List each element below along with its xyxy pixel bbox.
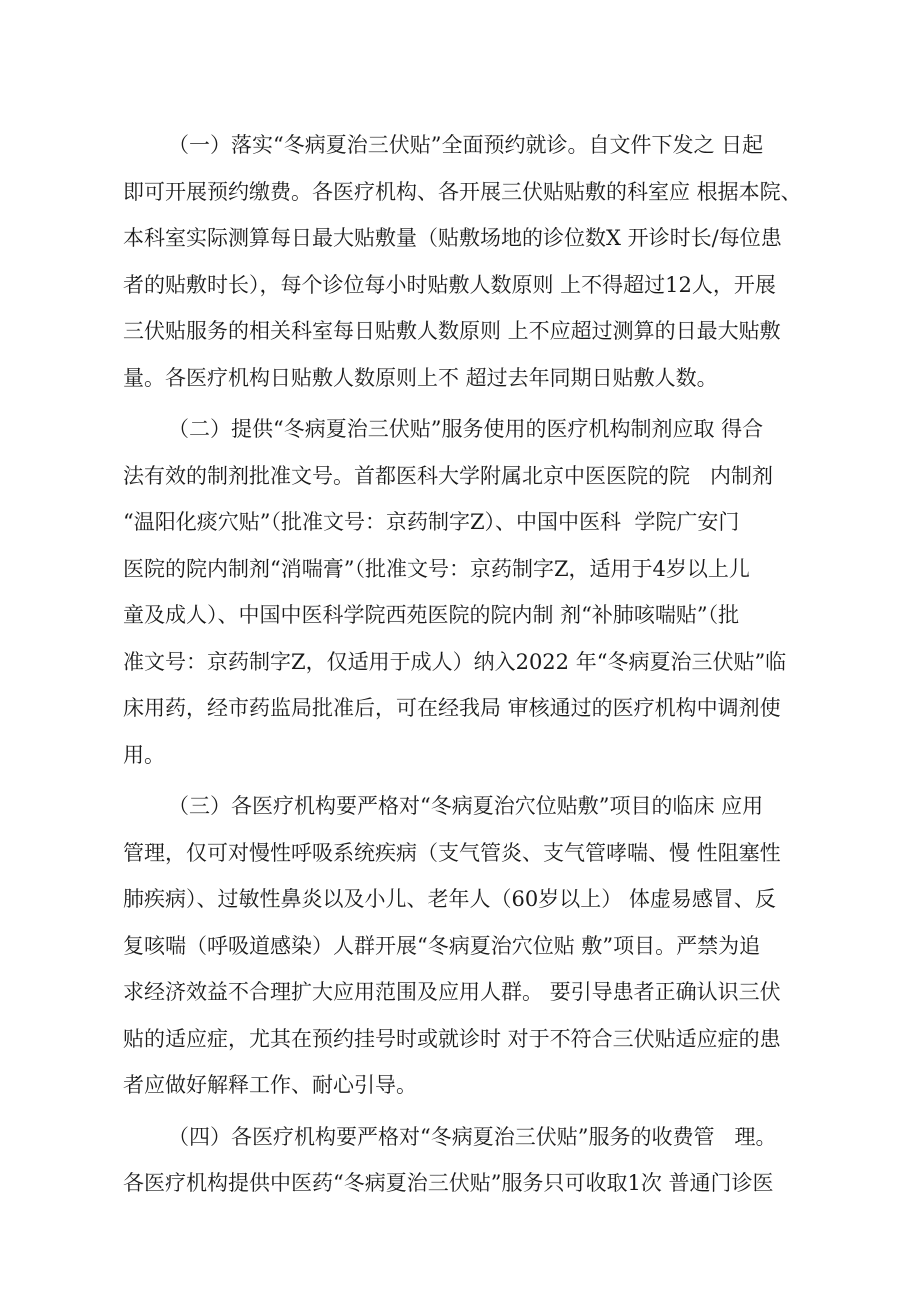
paragraph-3 (123, 783, 813, 1109)
text-line: （一）落实“冬病夏治三伏贴”全面预约就诊。自文件下发之 日起 (168, 133, 764, 157)
paragraph-1 (123, 122, 813, 401)
text-line: 各医疗机构提供中医药“冬病夏治三伏贴”服务只可收取1次 普通门诊医 (123, 1171, 774, 1195)
text-line: 复咳喘（呼吸道感染）人群开展“冬病夏治穴位贴 敷”项目。严禁为追 (123, 933, 761, 958)
text-line: 肺疾病）、过敏性鼻炎以及小儿、老年人（60岁以上） 体虚易感冒、反 (123, 887, 776, 911)
text-line: 用。 (123, 742, 165, 767)
paragraph-2 (123, 406, 813, 778)
text-line: 法有效的制剂批准文号。首都医科大学附属北京中医医院的院 内制剂 (123, 463, 774, 488)
text-line: 管理，仅可对慢性呼吸系统疾病（支气管炎、支气管哮喘、慢 性阻塞性 (123, 840, 781, 865)
text-line: 本科室实际测算每日最大贴敷量（贴敷场地的诊位数X 开诊时长/每位患 (123, 226, 782, 250)
text-line: 求经济效益不合理扩大应用范围及应用人群。 要引导患者正确认识三伏 (123, 980, 781, 1004)
text-line: （四）各医疗机构要严格对“冬病夏治三伏贴”服务的收费管 理。 (168, 1124, 777, 1149)
text-line: 童及成人）、中国中医科学院西苑医院的院内制 剂“补肺咳喘贴”（批 (123, 603, 740, 627)
document-body (123, 122, 813, 1207)
text-line: 者应做好解释工作、耐心引导。 (123, 1073, 417, 1097)
paragraph-4 (123, 1114, 813, 1207)
text-line: 三伏贴服务的相关科室每日贴敷人数原则 上不应超过测算的日最大贴敷 (123, 319, 781, 343)
text-line: 量。各医疗机构日贴敷人数原则上不 超过去年同期日贴敷人数。 (123, 365, 718, 390)
text-line: 贴的适应症，尤其在预约挂号时或就诊时 对于不符合三伏贴适应症的患 (123, 1026, 781, 1051)
text-line: 即可开展预约缴费。各医疗机构、各开展三伏贴贴敷的科室应 根据本院、 (123, 179, 802, 204)
text-line: （二）提供“冬病夏治三伏贴”服务使用的医疗机构制剂应取 得合 (168, 417, 764, 441)
text-line: 准文号：京药制字Z，仅适用于成人）纳入2022 年“冬病夏治三伏贴”临 (123, 649, 787, 674)
text-line: 床用药，经市药监局批准后，可在经我局 审核通过的医疗机构中调剂使 (123, 696, 781, 720)
text-line: “温阳化痰穴贴”（批准文号：京药制字Z）、中国中医科 学院广安门 (123, 510, 740, 534)
text-line: （三）各医疗机构要严格对“冬病夏治穴位贴敷”项目的临床 应用 (168, 794, 764, 818)
text-line: 者的贴敷时长），每个诊位每小时贴敷人数原则 上不得超过12人，开展 (123, 272, 776, 297)
text-line: 医院的院内制剂“消喘膏”（批准文号：京药制字Z，适用于4岁以上儿 (123, 556, 750, 581)
